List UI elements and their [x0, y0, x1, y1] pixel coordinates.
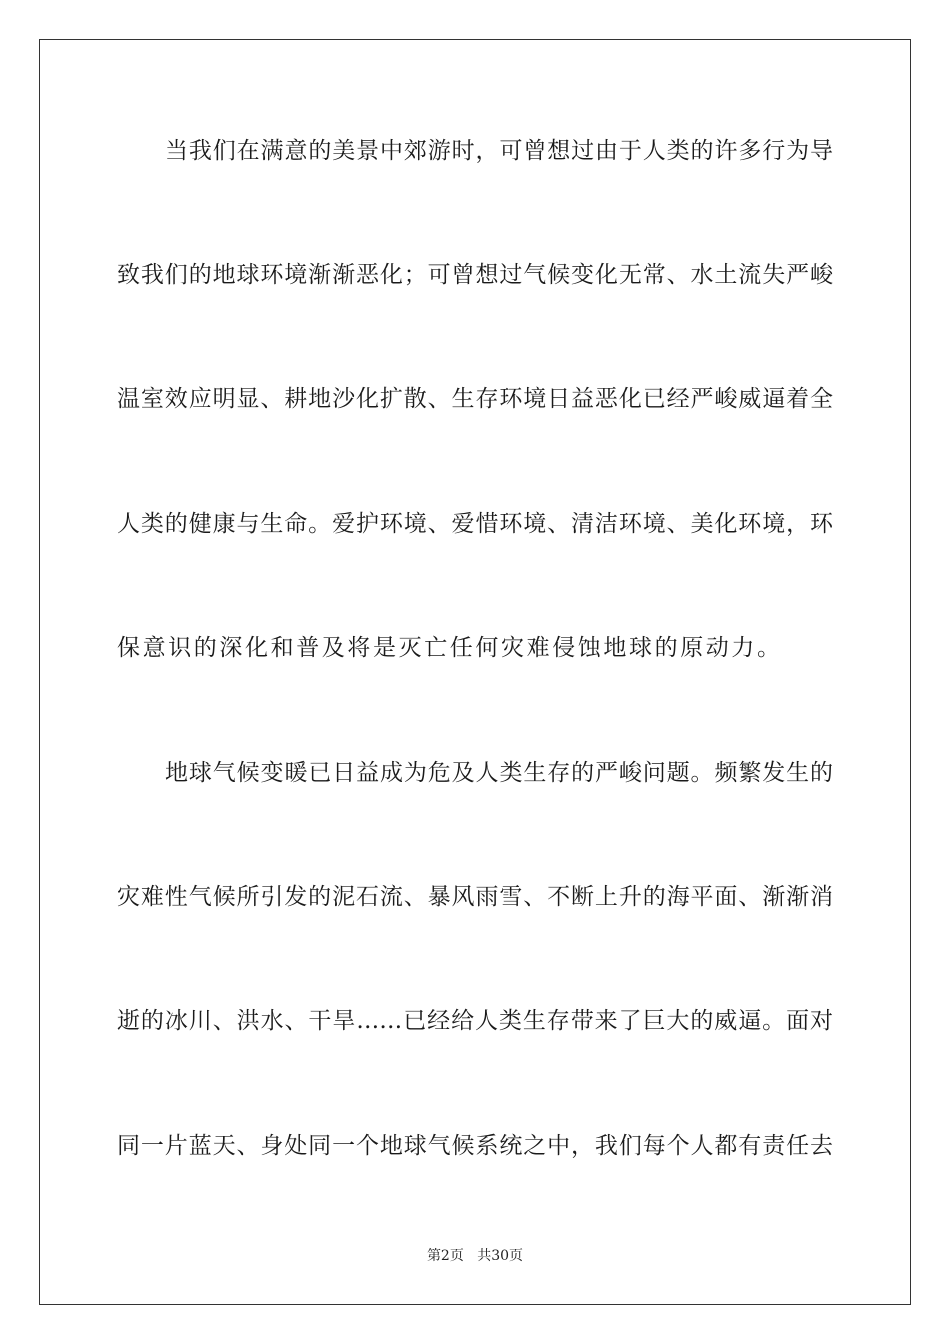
page-footer [0, 1247, 950, 1265]
text-line: 当我们在满意的美景中郊游时，可曾想过由于人类的许多行为导 [165, 138, 833, 164]
text-line: 灾难性气候所引发的泥石流、暴风雨雪、不断上升的海平面、渐渐消 [117, 884, 833, 910]
text-line: 逝的冰川、洪水、干旱……已经给人类生存带来了巨大的威逼。面对 [117, 1008, 833, 1034]
text-line: 温室效应明显、耕地沙化扩散、生存环境日益恶化已经严峻威逼着全 [117, 386, 833, 412]
text-line: 人类的健康与生命。爱护环境、爱惜环境、清洁环境、美化环境，环 [117, 511, 833, 537]
page-border [39, 39, 911, 1305]
text-line: 保意识的深化和普及将是灭亡任何灾难侵蚀地球的原动力。 [117, 635, 783, 661]
text-line: 致我们的地球环境渐渐恶化；可曾想过气候变化无常、水土流失严峻 [117, 262, 833, 288]
page-number: 第2页 [426, 1248, 464, 1264]
page-total: 共30页 [477, 1248, 524, 1264]
text-line: 同一片蓝天、身处同一个地球气候系统之中，我们每个人都有责任去 [117, 1133, 833, 1159]
text-line: 地球气候变暖已日益成为危及人类生存的严峻问题。频繁发生的 [165, 760, 833, 786]
